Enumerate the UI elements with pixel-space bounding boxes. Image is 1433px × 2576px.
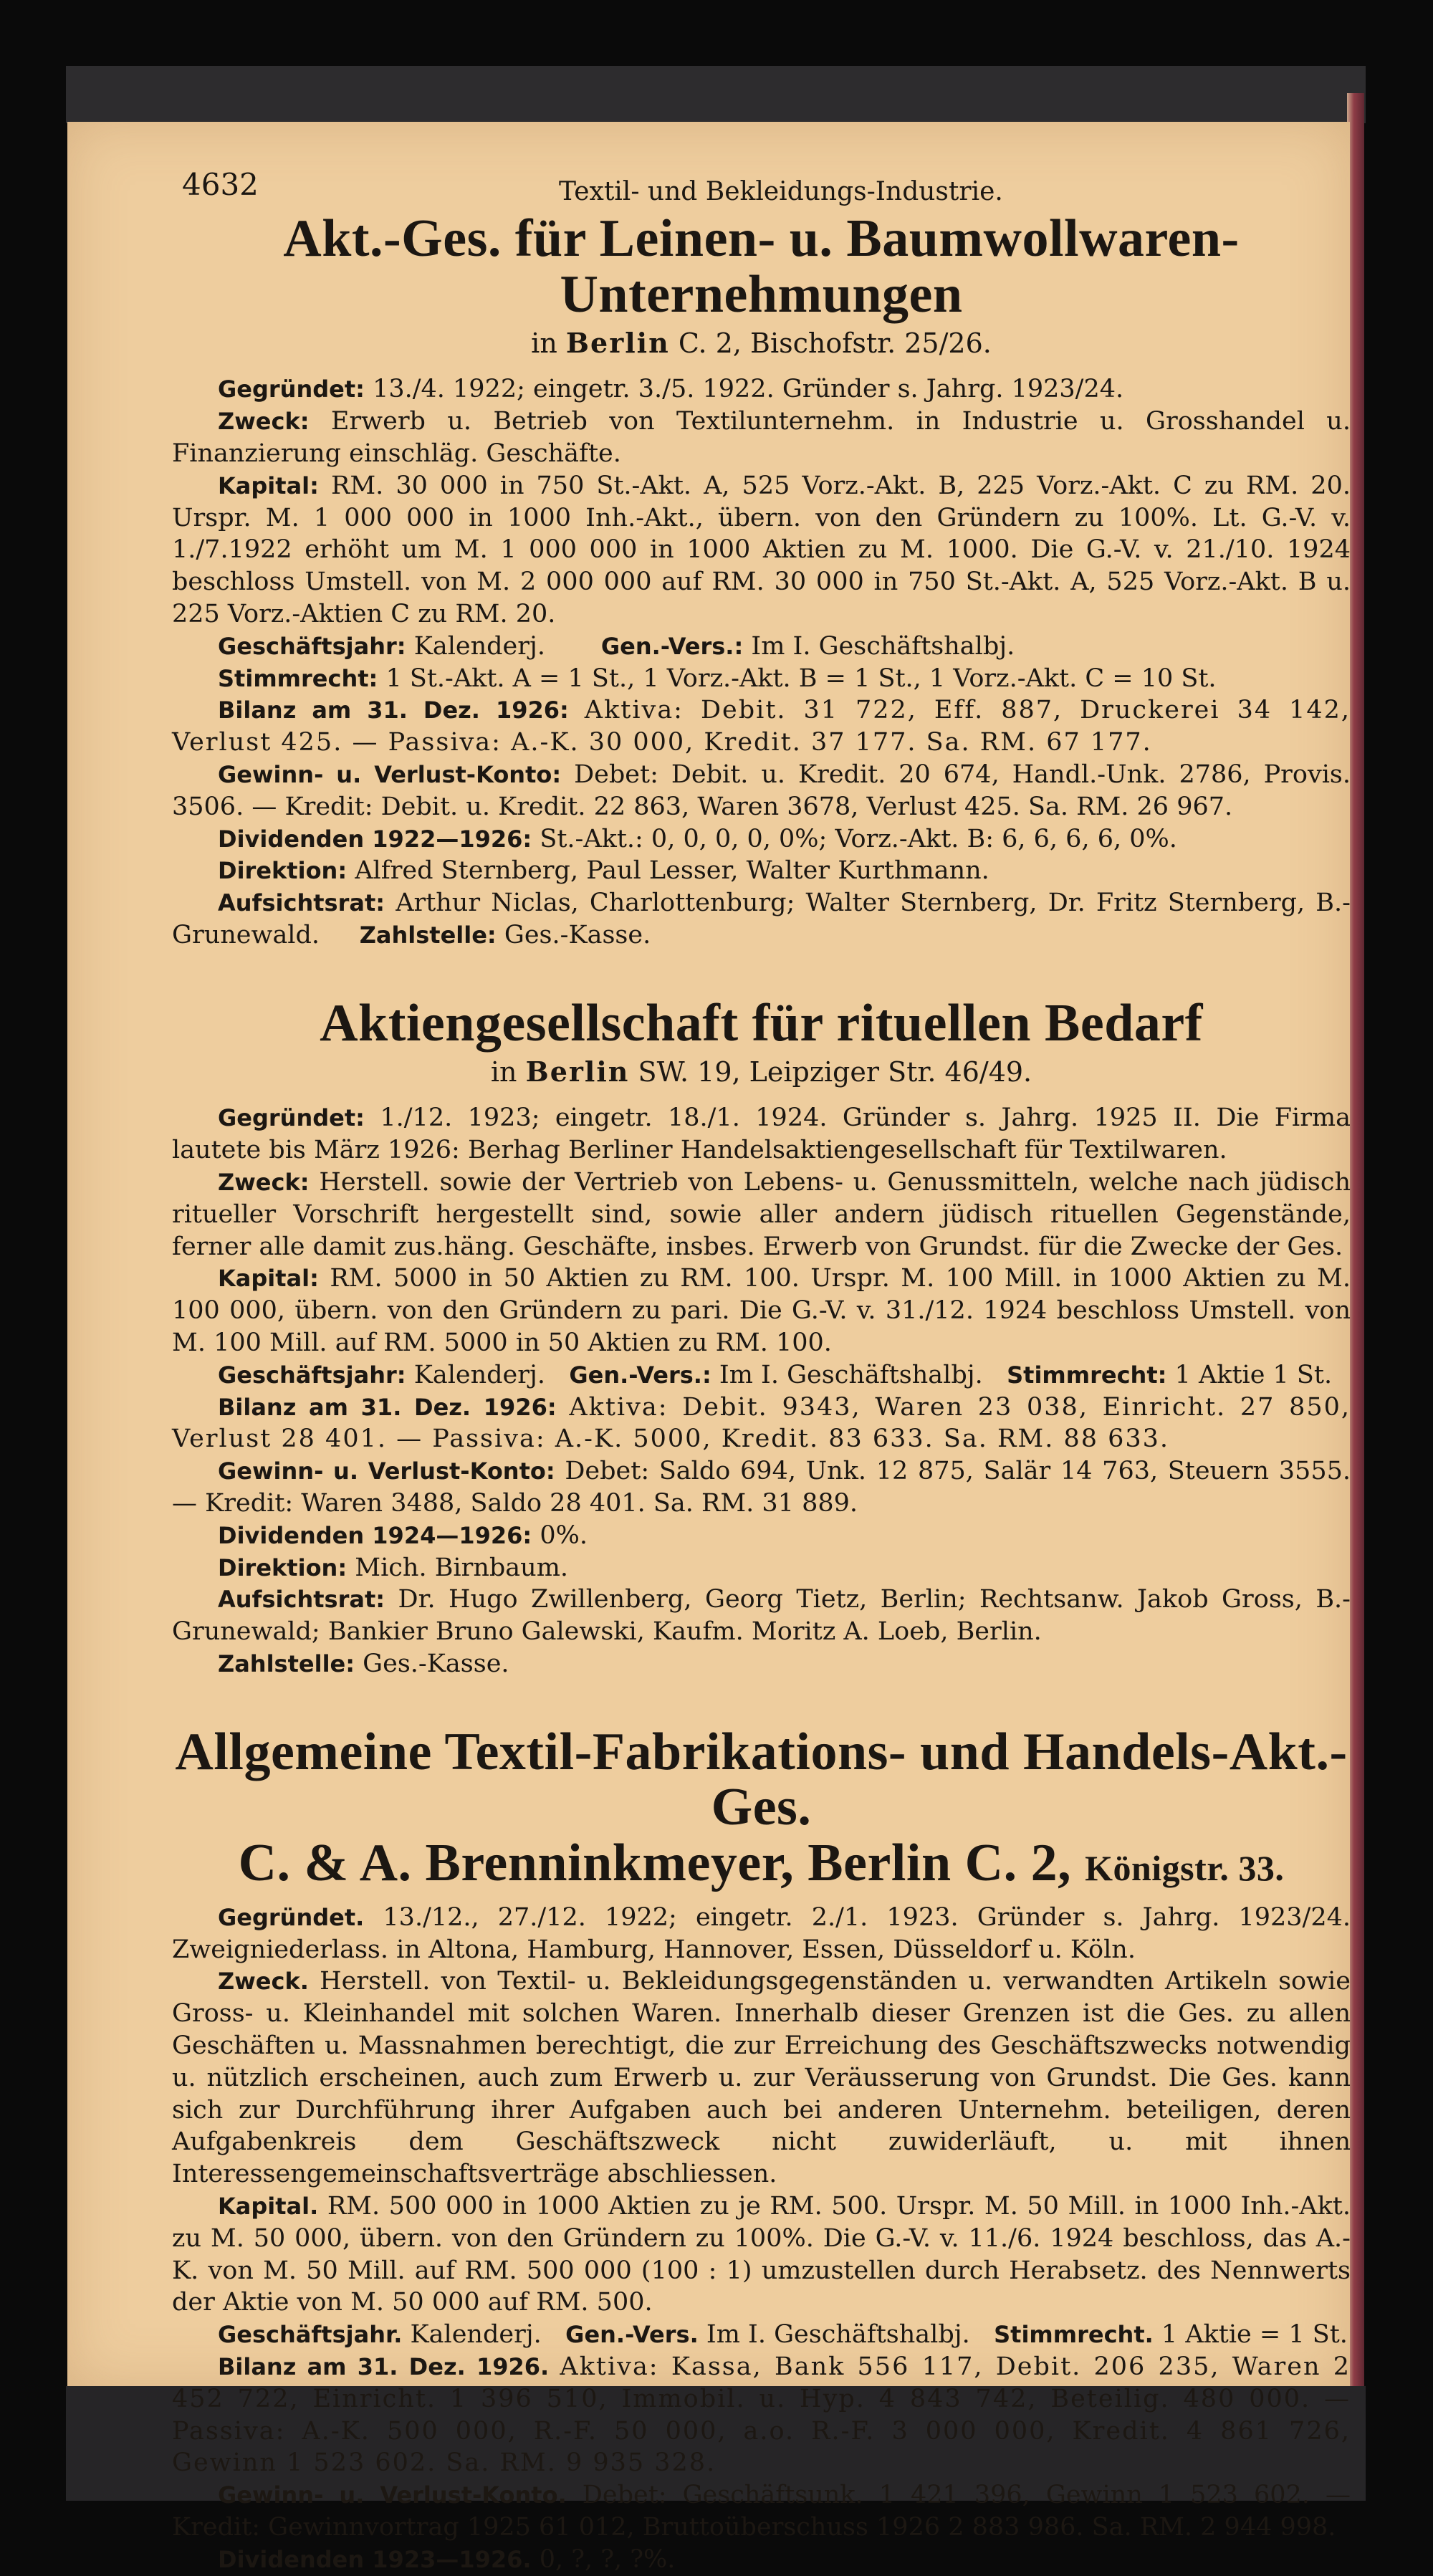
founded: Gegründet. 13./12., 27./12. 1922; eingetr. 2./1. 1923. Gründer s. Jahrg. 1923/24. Zweigniederlass. in Altona, Hamburg, Hannover, Essen, Düsseldorf u. Köln. <box>172 1902 1351 1964</box>
address: C. 2, Bischofstr. 25/26. <box>678 327 992 360</box>
address: SW. 19, Leipziger Str. 46/49. <box>638 1056 1032 1088</box>
management: Direktion: Alfred Sternberg, Paul Lesser, Walter Kurthmann. <box>218 856 989 886</box>
founded: Gegründet: 1./12. 1923; eingetr. 18./1. 1924. Gründer s. Jahrg. 1925 II. Die Firma lautete bis März 1926: Berhag Berliner Handelsaktiengesellschaft für Textilwaren. <box>172 1103 1351 1165</box>
entry-separator <box>172 1680 1351 1725</box>
capital: Kapital. RM. 500 000 in 1000 Aktien zu je RM. 500. Urspr. M. 50 Mill. in 1000 Inh.-Akt. zu M. 50 000, übern. von den Gründern zu 100%. Die G.-V. v. 11./6. 1924 beschloss, das A.-K. von M. 50 Mill. auf RM. 500 000 (100 : 1) umzustellen durch Herabsetz. des Nennwerts der Aktie von M. 50 000 auf RM. 500. <box>172 2191 1351 2317</box>
company-entry <box>172 993 1351 1680</box>
company-entry <box>172 211 1351 952</box>
company-entry <box>172 1722 1351 2576</box>
entry-separator <box>172 952 1351 996</box>
dividends: Dividenden 1923—1926. 0, ?, ?, ?%. <box>218 2544 676 2574</box>
company-name: Allgemeine Textil-Fabrikations- und Handels-Akt.-Ges. <box>175 1722 1348 1837</box>
management: Direktion: Mich. Birnbaum. <box>218 1553 569 1582</box>
city: Berlin <box>525 1055 630 1088</box>
capital: Kapital: RM. 5000 in 50 Aktien zu RM. 100. Urspr. M. 100 Mill. in 1000 Aktien zu M. 100 000, übern. von den Gründern zu pari. Die G.-V. v. 31./12. 1924 beschloss Umstell. von M. 100 Mill. auf RM. 5000 in 50 Aktien zu RM. 100. <box>172 1264 1351 1357</box>
page-content <box>172 161 1351 2576</box>
fiscal-year: Geschäftsjahr. Kalenderj. Gen.-Vers. Im I. Geschäftshalbj. Stimmrecht. 1 Aktie = 1 St. <box>218 2320 1348 2350</box>
company-name: Aktiengesellschaft für rituellen Bedarf <box>320 993 1203 1053</box>
voting-rights: Stimmrecht: 1 St.-Akt. A = 1 St., 1 Vorz.-Akt. B = 1 St., 1 Vorz.-Akt. C = 10 St. <box>218 664 1217 693</box>
purpose: Zweck: Herstell. sowie der Vertrieb von Lebens- u. Genussmitteln, welche nach jüdisch ritueller Vorschrift hergestellt sind, sowie aller andern jüdisch rituellen Gegenstände, ferner alle damit zus.häng. Geschäfte, insbes. Erwerb von Grundst. für die Zwecke der Ges. <box>172 1168 1351 1261</box>
running-head <box>172 161 1351 211</box>
balance-sheet: Bilanz am 31. Dez. 1926: Aktiva: Debit. 31 722, Eff. 887, Druckerei 34 142, Verlust 425. — Passiva: A.-K. 30 000, Kredit. 37 177. Sa. RM. 67 177. <box>172 696 1351 757</box>
company-address: Königstr. 33. <box>1085 1848 1285 1889</box>
binding-cloth-top <box>66 66 1366 123</box>
supervisory-board: Aufsichtsrat: Arthur Niclas, Charlottenburg; Walter Sternberg, Dr. Fritz Sternberg, B.-Grunewald. Zahlstelle: Ges.-Kasse. <box>172 889 1351 949</box>
company-location: in Berlin SW. 19, Leipziger Str. 46/49. <box>490 1055 1032 1088</box>
company-location: in Berlin C. 2, Bischofstr. 25/26. <box>531 327 992 360</box>
balance-sheet: Bilanz am 31. Dez. 1926. Aktiva: Kassa, Bank 556 117, Debit. 206 235, Waren 2 452 722, Einricht. 1 396 510, Immobil. u. Hyp. 4 843 742, Beteilig. 480 000. — Passiva: A.-K. 500 000, R.-F. 50 000, a.o. R.-F. 3 000 000, Kredit. 4 861 726, Gewinn 1 523 602. Sa. RM. 9 935 328. <box>172 2352 1351 2478</box>
purpose: Zweck: Erwerb u. Betrieb von Textilunternehm. in Industrie u. Grosshandel u. Finanzierung einschläg. Geschäfte. <box>172 407 1351 468</box>
profit-loss-account: Gewinn- u. Verlust-Konto: Debet: Debit. u. Kredit. 20 674, Handl.-Unk. 2786, Provis. 3506. — Kredit: Debit. u. Kredit. 22 863, Waren 3678, Verlust 425. Sa. RM. 26 967. <box>172 760 1351 821</box>
purpose: Zweck. Herstell. von Textil- u. Bekleidungsgegenständen u. verwandten Artikeln sowie Gross- u. Kleinhandel mit solchen Waren. Innerhalb dieser Grenzen ist die Ges. zu allen Geschäften u. Massnahmen berechtigt, die zur Erreichung des Geschäftszwecks notwendig u. nützlich erscheinen, auch zum Erwerb u. zur Veräusserung von Grundst. Die Ges. kann sich zur Durchführung ihrer Aufgaben auch bei anderen Unternehm. beteiligen, deren Aufgabenkreis dem Geschäftszweck nicht zuwiderläuft, u. mit ihnen Interessengemeinschaftsverträge abschliessen. <box>172 1967 1351 2189</box>
company-name-line-2: C. & A. Brenninkmeyer, Berlin C. 2, Königstr. 33. <box>238 1834 1285 1893</box>
page-number: 4632 <box>182 167 259 202</box>
supervisory-board: Aufsichtsrat: Dr. Hugo Zwillenberg, Georg Tietz, Berlin; Rechtsanw. Jakob Gross, B.-Grunewald; Bankier Bruno Galewski, Kaufm. Moritz A. Loeb, Berlin. <box>172 1585 1351 1647</box>
capital: Kapital: RM. 30 000 in 750 St.-Akt. A, 525 Vorz.-Akt. B, 225 Vorz.-Akt. C zu RM. 20. Urspr. M. 1 000 000 in 1000 Inh.-Akt., übern. von den Gründern zu 100%. Lt. G.-V. v. 1./7.1922 erhöht um M. 1 000 000 in 1000 Aktien zu M. 1000. Die G.-V. v. 21./10. 1924 beschloss Umstell. von M. 2 000 000 auf RM. 30 000 in 750 St.-Akt. A, 525 Vorz.-Akt. B u. 225 Vorz.-Aktien C zu RM. 20. <box>172 471 1351 628</box>
fiscal-year: Geschäftsjahr: Kalenderj. Gen.-Vers.: Im I. Geschäftshalbj. <box>218 631 1015 661</box>
dividends: Dividenden 1922—1926: St.-Akt.: 0, 0, 0, 0, 0%; Vorz.-Akt. B: 6, 6, 6, 6, 0%. <box>218 824 1177 853</box>
founded: Gegründet: 13./4. 1922; eingetr. 3./5. 1922. Gründer s. Jahrg. 1923/24. <box>218 375 1124 404</box>
balance-sheet: Bilanz am 31. Dez. 1926: Aktiva: Debit. 9343, Waren 23 038, Einricht. 27 850, Verlust 28 401. — Passiva: A.-K. 5000, Kredit. 83 633. Sa. RM. 88 633. <box>172 1392 1351 1454</box>
fiscal-year: Geschäftsjahr: Kalenderj. Gen.-Vers.: Im I. Geschäftshalbj. Stimmrecht: 1 Aktie 1 St. <box>218 1360 1333 1389</box>
dividends: Dividenden 1924—1926: 0%. <box>218 1521 588 1550</box>
paying-agent: Zahlstelle: Ges.-Kasse. <box>218 1649 509 1678</box>
profit-loss-account: Gewinn- u. Verlust-Konto. Debet: Geschäftsunk. 1 421 396, Gewinn 1 523 602. — Kredit: Gewinnvortrag 1925 61 012, Bruttoüberschuss 1926 2 883 986. Sa. RM. 2 944 998. <box>172 2481 1351 2542</box>
profit-loss-account: Gewinn- u. Verlust-Konto: Debet: Saldo 694, Unk. 12 875, Salär 14 763, Steuern 3555. — Kredit: Waren 3488, Saldo 28 401. Sa. RM. 31 889. <box>172 1457 1351 1518</box>
city: Berlin <box>565 327 670 360</box>
section-title: Textil- und Bekleidungs-Industrie. <box>559 177 1003 206</box>
company-name: Akt.-Ges. für Leinen- u. Baumwollwaren-Unternehmungen <box>283 209 1240 324</box>
